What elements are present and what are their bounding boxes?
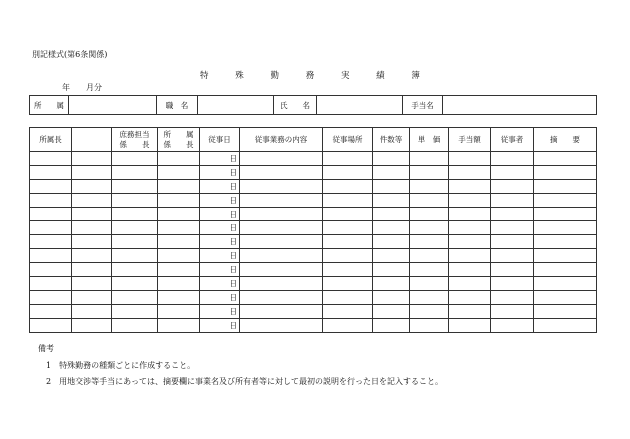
table-cell[interactable]	[449, 193, 491, 207]
table-cell[interactable]	[491, 179, 534, 193]
table-cell[interactable]	[72, 235, 112, 249]
table-cell[interactable]	[158, 152, 200, 166]
date-cell[interactable]: 日	[200, 249, 240, 263]
table-cell[interactable]	[112, 277, 158, 291]
name-field[interactable]	[317, 96, 403, 115]
table-row	[30, 235, 597, 249]
table-cell[interactable]	[410, 277, 449, 291]
table-cell[interactable]	[373, 235, 410, 249]
date-cell[interactable]: 日	[200, 318, 240, 332]
date-cell[interactable]: 日	[200, 277, 240, 291]
table-cell[interactable]	[72, 165, 112, 179]
table-cell[interactable]	[323, 152, 373, 166]
table-cell[interactable]	[240, 221, 323, 235]
note-item: 1 特殊勤務の種類ごとに作成すること。	[46, 361, 196, 370]
table-cell[interactable]	[112, 193, 158, 207]
table-cell[interactable]	[323, 318, 373, 332]
table-cell[interactable]	[534, 249, 597, 263]
header-blank	[72, 128, 112, 152]
table-cell[interactable]	[112, 263, 158, 277]
table-cell[interactable]	[534, 179, 597, 193]
table-cell[interactable]	[240, 304, 323, 318]
table-cell[interactable]	[72, 277, 112, 291]
title-char: 簿	[411, 71, 420, 81]
table-cell[interactable]	[112, 318, 158, 332]
table-cell[interactable]	[158, 207, 200, 221]
work-record-table	[29, 127, 597, 333]
table-cell[interactable]	[112, 221, 158, 235]
table-cell[interactable]	[373, 193, 410, 207]
table-cell[interactable]	[534, 290, 597, 304]
table-row	[30, 165, 597, 179]
table-cell[interactable]	[112, 179, 158, 193]
table-cell[interactable]	[373, 263, 410, 277]
table-cell[interactable]	[240, 207, 323, 221]
table-cell[interactable]	[240, 235, 323, 249]
table-row	[30, 249, 597, 263]
date-cell[interactable]: 日	[200, 152, 240, 166]
table-cell[interactable]	[491, 263, 534, 277]
table-cell[interactable]	[30, 249, 72, 263]
header-affiliation-line2: 係 長	[163, 139, 194, 149]
table-cell[interactable]	[158, 249, 200, 263]
table-cell[interactable]	[72, 193, 112, 207]
table-cell[interactable]	[410, 290, 449, 304]
title-char: 特	[200, 71, 209, 81]
table-cell[interactable]	[30, 290, 72, 304]
table-row	[30, 263, 597, 277]
table-row	[30, 221, 597, 235]
title-char: 績	[376, 71, 385, 81]
table-cell[interactable]	[72, 304, 112, 318]
table-cell[interactable]	[373, 318, 410, 332]
table-cell[interactable]	[534, 152, 597, 166]
position-field[interactable]	[198, 96, 274, 115]
table-cell[interactable]	[323, 304, 373, 318]
table-cell[interactable]	[410, 318, 449, 332]
table-cell[interactable]	[72, 249, 112, 263]
table-row	[30, 207, 597, 221]
table-cell[interactable]	[373, 221, 410, 235]
table-cell[interactable]	[72, 152, 112, 166]
table-cell[interactable]	[449, 221, 491, 235]
table-cell[interactable]	[30, 277, 72, 291]
table-cell[interactable]	[158, 277, 200, 291]
table-cell[interactable]	[30, 152, 72, 166]
date-cell[interactable]: 日	[200, 263, 240, 277]
page-title	[200, 69, 420, 81]
table-cell[interactable]	[30, 165, 72, 179]
notes-heading: 備考	[38, 344, 54, 353]
header-work-content: 従事業務の内容	[240, 128, 323, 152]
table-cell[interactable]	[491, 235, 534, 249]
table-cell[interactable]	[534, 165, 597, 179]
table-cell[interactable]	[449, 235, 491, 249]
form-label: 別記様式(第6条関係)	[32, 50, 108, 59]
info-table	[29, 95, 597, 115]
table-cell[interactable]	[491, 318, 534, 332]
table-cell[interactable]	[323, 263, 373, 277]
date-cell[interactable]: 日	[200, 304, 240, 318]
table-cell[interactable]	[30, 179, 72, 193]
table-cell[interactable]	[373, 290, 410, 304]
table-cell[interactable]	[323, 165, 373, 179]
table-row	[30, 179, 597, 193]
table-cell[interactable]	[449, 318, 491, 332]
table-cell[interactable]	[534, 263, 597, 277]
table-cell[interactable]	[323, 179, 373, 193]
affiliation-field[interactable]	[69, 96, 157, 115]
table-row	[30, 152, 597, 166]
header-affiliation-chief	[158, 128, 200, 152]
date-cell[interactable]: 日	[200, 221, 240, 235]
table-cell[interactable]	[30, 193, 72, 207]
table-cell[interactable]	[491, 290, 534, 304]
table-cell[interactable]	[410, 304, 449, 318]
table-row	[30, 290, 597, 304]
table-cell[interactable]	[112, 165, 158, 179]
table-cell[interactable]	[72, 179, 112, 193]
table-cell[interactable]	[240, 249, 323, 263]
table-cell[interactable]	[158, 193, 200, 207]
table-cell[interactable]	[30, 221, 72, 235]
table-cell[interactable]	[491, 207, 534, 221]
table-cell[interactable]	[491, 304, 534, 318]
table-cell[interactable]	[534, 318, 597, 332]
table-cell[interactable]	[410, 165, 449, 179]
name-label: 氏 名	[274, 96, 317, 115]
table-cell[interactable]	[373, 304, 410, 318]
header-allowance-amount: 手当額	[449, 128, 491, 152]
table-cell[interactable]	[534, 207, 597, 221]
date-cell[interactable]: 日	[200, 290, 240, 304]
table-cell[interactable]	[323, 277, 373, 291]
table-cell[interactable]	[158, 318, 200, 332]
table-row	[30, 193, 597, 207]
table-cell[interactable]	[112, 249, 158, 263]
table-cell[interactable]	[240, 152, 323, 166]
table-cell[interactable]	[158, 165, 200, 179]
header-head: 所属長	[30, 128, 72, 152]
header-unit-price: 単 価	[410, 128, 449, 152]
table-cell[interactable]	[323, 290, 373, 304]
table-cell[interactable]	[323, 193, 373, 207]
table-cell[interactable]	[491, 249, 534, 263]
table-cell[interactable]	[491, 165, 534, 179]
table-cell[interactable]	[30, 318, 72, 332]
table-cell[interactable]	[30, 207, 72, 221]
allowance-name-field[interactable]	[443, 96, 597, 115]
table-cell[interactable]	[449, 249, 491, 263]
table-cell[interactable]	[323, 249, 373, 263]
table-cell[interactable]	[449, 179, 491, 193]
affiliation-label: 所 属	[30, 96, 69, 115]
header-work-place: 従事場所	[323, 128, 373, 152]
table-cell[interactable]	[112, 207, 158, 221]
table-cell[interactable]	[410, 249, 449, 263]
table-cell[interactable]	[158, 263, 200, 277]
table-cell[interactable]	[240, 193, 323, 207]
table-cell[interactable]	[410, 235, 449, 249]
table-cell[interactable]	[491, 221, 534, 235]
table-cell[interactable]	[72, 263, 112, 277]
table-cell[interactable]	[410, 152, 449, 166]
table-cell[interactable]	[410, 179, 449, 193]
table-cell[interactable]	[112, 152, 158, 166]
table-cell[interactable]	[158, 221, 200, 235]
table-cell[interactable]	[112, 290, 158, 304]
header-affiliation-line1: 所 属	[163, 130, 194, 140]
note-item: 2 用地交渉等手当にあっては、摘要欄に事業名及び所有者等に対して最初の説明を行った日を記入すること。	[46, 377, 444, 386]
table-cell[interactable]	[449, 207, 491, 221]
table-cell[interactable]	[323, 235, 373, 249]
header-worker: 従事者	[491, 128, 534, 152]
table-cell[interactable]	[534, 235, 597, 249]
table-cell[interactable]	[410, 193, 449, 207]
table-row	[30, 277, 597, 291]
table-cell[interactable]	[449, 277, 491, 291]
table-cell[interactable]	[240, 277, 323, 291]
table-cell[interactable]	[112, 304, 158, 318]
title-char: 殊	[235, 71, 244, 81]
allowance-name-label: 手当名	[403, 96, 443, 115]
date-cell[interactable]: 日	[200, 207, 240, 221]
table-cell[interactable]	[158, 235, 200, 249]
table-cell[interactable]	[534, 304, 597, 318]
table-row	[30, 304, 597, 318]
table-cell[interactable]	[449, 263, 491, 277]
table-cell[interactable]	[30, 263, 72, 277]
date-cell[interactable]: 日	[200, 165, 240, 179]
table-cell[interactable]	[240, 290, 323, 304]
table-cell[interactable]	[72, 221, 112, 235]
table-cell[interactable]	[449, 304, 491, 318]
table-cell[interactable]	[373, 207, 410, 221]
table-cell[interactable]	[72, 207, 112, 221]
date-cell[interactable]: 日	[200, 193, 240, 207]
title-char: 実	[340, 71, 350, 81]
table-cell[interactable]	[373, 179, 410, 193]
table-cell[interactable]	[240, 263, 323, 277]
table-cell[interactable]	[373, 165, 410, 179]
header-staff-in-charge	[112, 128, 158, 152]
table-cell[interactable]	[240, 179, 323, 193]
position-label: 職 名	[157, 96, 198, 115]
title-char: 務	[305, 71, 315, 81]
table-cell[interactable]	[158, 179, 200, 193]
table-cell[interactable]	[72, 318, 112, 332]
header-staff-line1: 庶務担当	[119, 130, 150, 140]
table-cell[interactable]	[449, 165, 491, 179]
table-cell[interactable]	[491, 193, 534, 207]
table-cell[interactable]	[323, 221, 373, 235]
table-cell[interactable]	[158, 290, 200, 304]
table-cell[interactable]	[323, 207, 373, 221]
table-cell[interactable]	[112, 235, 158, 249]
table-cell[interactable]	[30, 304, 72, 318]
table-cell[interactable]	[534, 277, 597, 291]
table-cell[interactable]	[449, 152, 491, 166]
date-cell[interactable]: 日	[200, 235, 240, 249]
header-staff-line2: 係 長	[119, 139, 150, 149]
header-date: 従事日	[200, 128, 240, 152]
table-cell[interactable]	[410, 221, 449, 235]
table-cell[interactable]	[449, 290, 491, 304]
header-count: 件数等	[373, 128, 410, 152]
table-cell[interactable]	[373, 249, 410, 263]
table-cell[interactable]	[373, 277, 410, 291]
table-cell[interactable]	[240, 318, 323, 332]
table-cell[interactable]	[158, 304, 200, 318]
table-cell[interactable]	[410, 263, 449, 277]
table-row	[30, 318, 597, 332]
year-month-label: 年 月分	[62, 83, 102, 92]
date-cell[interactable]: 日	[200, 179, 240, 193]
table-cell[interactable]	[491, 277, 534, 291]
table-cell[interactable]	[534, 193, 597, 207]
title-char: 勤	[270, 71, 279, 81]
table-cell[interactable]	[410, 207, 449, 221]
table-cell[interactable]	[30, 235, 72, 249]
table-cell[interactable]	[373, 152, 410, 166]
table-cell[interactable]	[534, 221, 597, 235]
table-cell[interactable]	[240, 165, 323, 179]
header-summary: 摘 要	[534, 128, 597, 152]
table-cell[interactable]	[72, 290, 112, 304]
table-cell[interactable]	[491, 152, 534, 166]
